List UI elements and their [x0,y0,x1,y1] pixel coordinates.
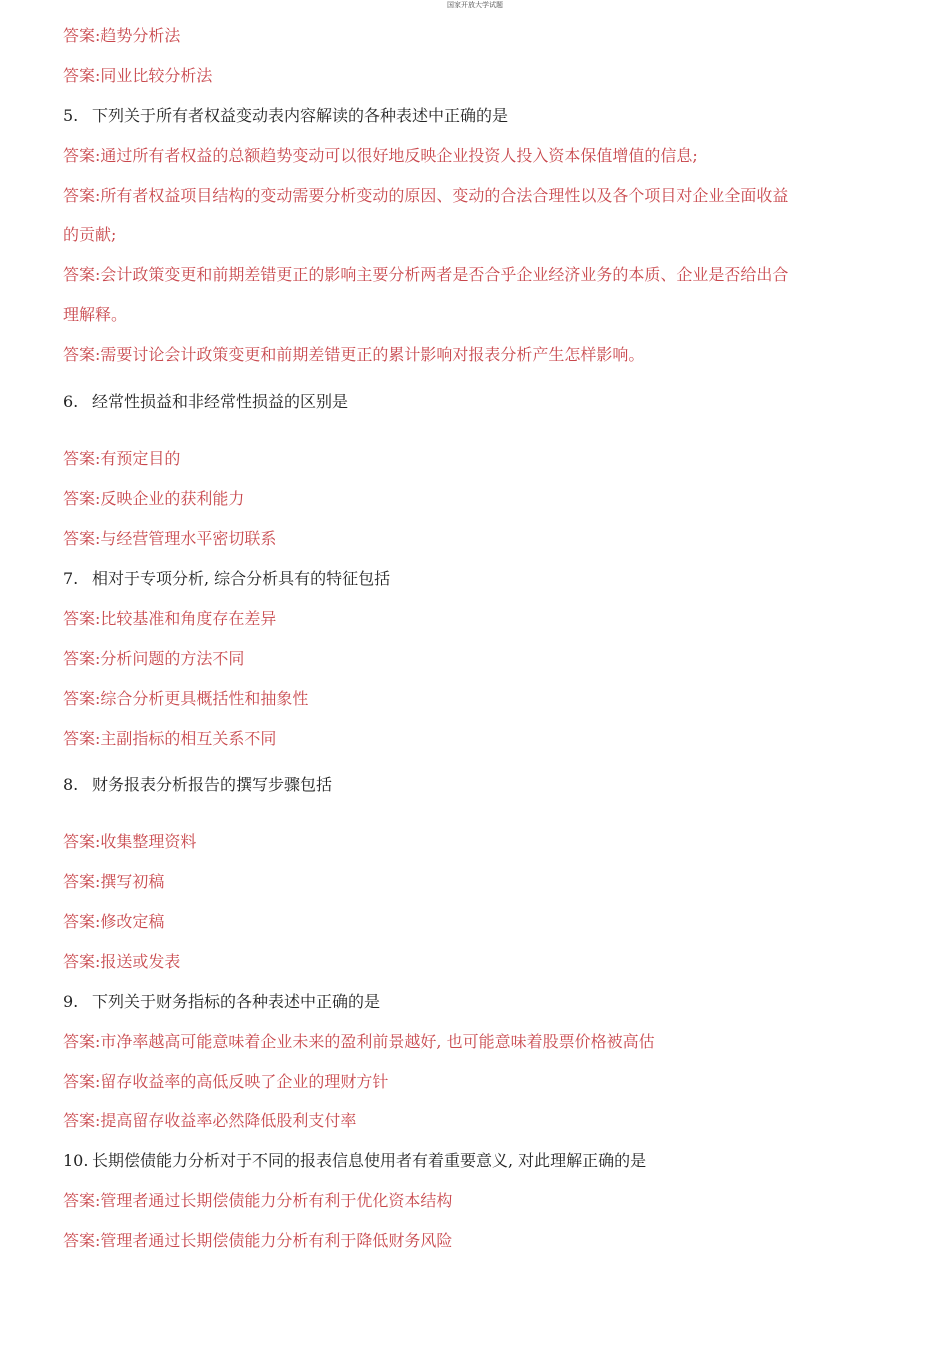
answer-line: 答案:撰写初稿 [63,872,165,891]
question-line [63,992,883,1012]
answer-line: 答案:所有者权益项目结构的变动需要分析变动的原因、变动的合法合理性以及各个项目对企业全面收益 [63,186,789,205]
answer-line: 答案:收集整理资料 [63,832,197,851]
question-number: 6. [63,392,79,411]
question-line [63,775,883,795]
answer-line: 答案:留存收益率的高低反映了企业的理财方针 [63,1072,389,1091]
answer-line: 答案:综合分析更具概括性和抽象性 [63,689,309,708]
question-text: 长期偿债能力分析对于不同的报表信息使用者有着重要意义, 对此理解正确的是 [92,1151,647,1170]
answer-line: 理解释。 [63,305,128,324]
answer-line: 答案:报送或发表 [63,952,181,971]
answer-line: 答案:需要讨论会计政策变更和前期差错更正的累计影响对报表分析产生怎样影响。 [63,345,645,364]
question-line [63,106,883,126]
question-number: 5. [63,106,79,125]
answer-line: 答案:管理者通过长期偿债能力分析有利于优化资本结构 [63,1191,453,1210]
answer-line: 的贡献; [63,225,117,244]
answer-line: 答案:管理者通过长期偿债能力分析有利于降低财务风险 [63,1231,453,1250]
answer-line: 答案:分析问题的方法不同 [63,649,245,668]
question-number: 7. [63,569,79,588]
answer-line: 答案:比较基准和角度存在差异 [63,609,277,628]
question-line [63,392,883,412]
answer-line: 答案:修改定稿 [63,912,165,931]
question-text: 相对于专项分析, 综合分析具有的特征包括 [92,569,391,588]
answer-line: 答案:有预定目的 [63,449,181,468]
answer-line: 答案:会计政策变更和前期差错更正的影响主要分析两者是否合乎企业经济业务的本质、企业是否给出合 [63,265,789,284]
page-header: 国家开放大学试题 [447,1,503,9]
answer-line: 答案:提高留存收益率必然降低股利支付率 [63,1111,357,1130]
answer-line: 答案:与经营管理水平密切联系 [63,529,277,548]
answer-line: 答案:趋势分析法 [63,26,181,45]
question-line [63,1151,883,1171]
question-text: 财务报表分析报告的撰写步骤包括 [92,775,333,794]
question-text: 下列关于财务指标的各种表述中正确的是 [92,992,381,1011]
answer-line: 答案:同业比较分析法 [63,66,213,85]
question-number: 8. [63,775,79,794]
answer-line: 答案:反映企业的获利能力 [63,489,245,508]
answer-line: 答案:主副指标的相互关系不同 [63,729,277,748]
answer-line: 答案:通过所有者权益的总额趋势变动可以很好地反映企业投资人投入资本保值增值的信息; [63,146,698,165]
question-number: 10. [63,1151,89,1170]
answer-line: 答案:市净率越高可能意味着企业未来的盈利前景越好, 也可能意味着股票价格被高估 [63,1032,655,1051]
question-number: 9. [63,992,79,1011]
question-text: 下列关于所有者权益变动表内容解读的各种表述中正确的是 [92,106,509,125]
question-text: 经常性损益和非经常性损益的区别是 [92,392,349,411]
question-line [63,569,883,589]
